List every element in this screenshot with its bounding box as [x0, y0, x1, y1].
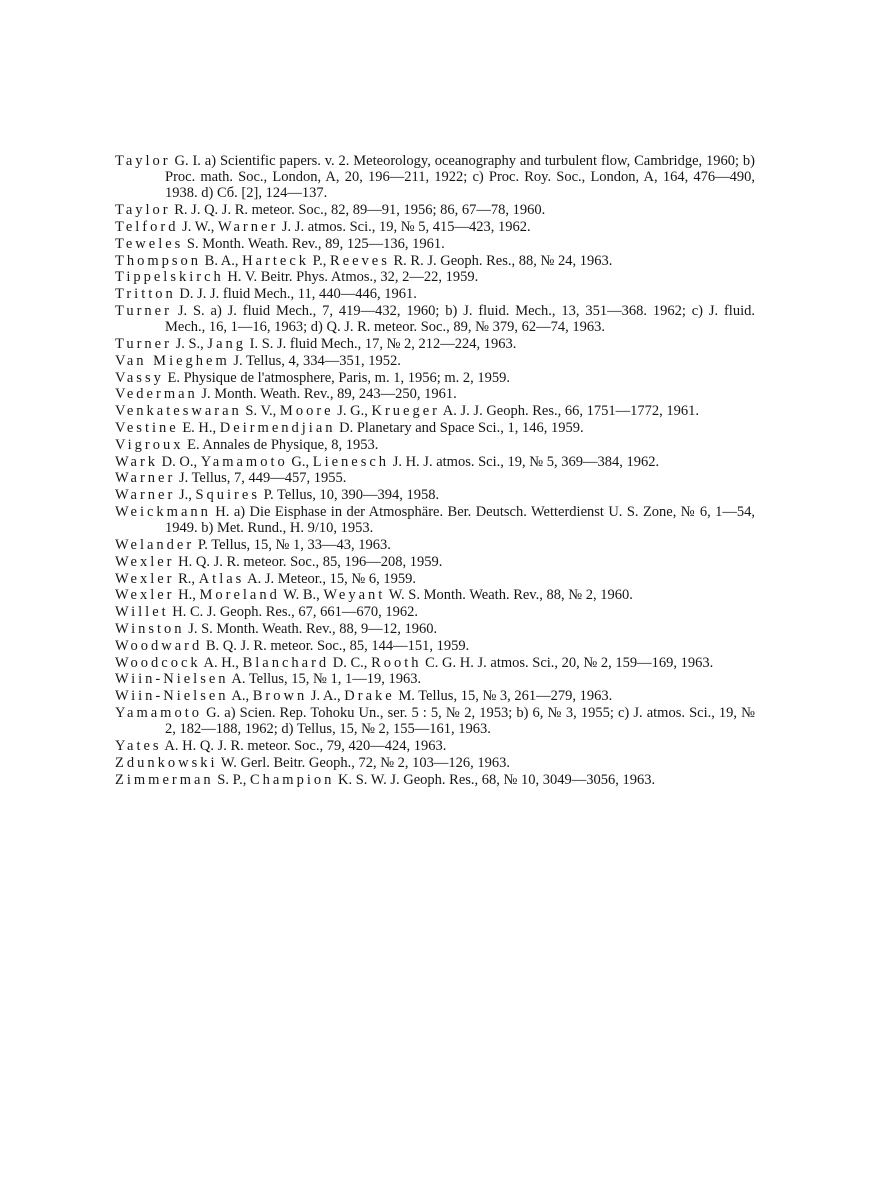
author-name: Jang	[207, 335, 247, 352]
citation-text: J. A.,	[307, 688, 345, 705]
citation-text: A. H. Q. J. R. meteor. Soc., 79, 420—424, 1963.	[161, 737, 447, 754]
citation-text: J. Tellus, 7, 449—457, 1955.	[175, 470, 347, 487]
bibliography-entry	[115, 655, 755, 671]
author-name: Taylor	[115, 202, 171, 219]
bibliography-entry	[115, 705, 755, 737]
author-name: Venkateswaran	[115, 403, 242, 420]
bibliography-entry	[115, 286, 755, 302]
citation-text: J. S.,	[171, 335, 208, 352]
citation-text: P. Tellus, 10, 390—394, 1958.	[259, 487, 440, 504]
author-name: Van Mieghem	[115, 352, 230, 369]
author-name: Krueger	[371, 403, 440, 420]
bibliography-entry	[115, 269, 755, 285]
citation-text: R. R. J. Geoph. Res., 88, № 24, 1963.	[389, 252, 613, 269]
author-name: Zdunkowski	[115, 754, 218, 771]
author-name: Lienesch	[312, 453, 390, 470]
bibliography-entry	[115, 153, 755, 202]
citation-text: J. S. Month. Weath. Rev., 88, 9—12, 1960.	[184, 620, 438, 637]
author-name: Wexler	[115, 553, 175, 570]
bibliography-entry	[115, 772, 755, 788]
bibliography-entry	[115, 236, 755, 252]
bibliography-entry	[115, 671, 755, 687]
author-name: Teweles	[115, 235, 184, 252]
bibliography-entry	[115, 554, 755, 570]
author-name: Yates	[115, 737, 162, 754]
bibliography-entry	[115, 336, 755, 352]
author-name: Vassy	[115, 369, 164, 386]
citation-text: H.,	[174, 587, 200, 604]
citation-text: B. A.,	[201, 252, 243, 269]
bibliography-entry	[115, 755, 755, 771]
author-name: Yamamoto	[200, 453, 288, 470]
citation-text: R.,	[174, 570, 199, 587]
citation-text: J. J. atmos. Sci., 19, № 5, 415—423, 1962.	[278, 219, 531, 235]
bibliography-entry	[115, 638, 755, 654]
citation-text: G. I. a) Scientific papers. v. 2. Meteorology, oceanography and turbulent flow, Cambridge, 1960; b) Proc. math. Soc., London, A, 20, 196—211, 1922; c) Proc. Roy. Soc., London, A, 164, 476—490, 1938. d) Сб. [2], 124—137.	[165, 153, 755, 202]
bibliography-entry	[115, 487, 755, 503]
citation-text: P. Tellus, 15, № 1, 33—43, 1963.	[194, 536, 391, 553]
author-name: Weyant	[323, 587, 386, 604]
citation-text: G. a) Scien. Rep. Tohoku Un., ser. 5 : 5, № 2, 1953; b) 6, № 3, 1955; c) J. atmos. Sci., 19, № 2, 182—188, 1962; d) Tellus, 15, № 2, 155—161, 1963.	[165, 704, 755, 738]
citation-text: E. Physique de l'atmosphere, Paris, m. 1, 1956; m. 2, 1959.	[163, 369, 510, 386]
citation-text: H. a) Die Eisphase in der Atmosphäre. Ber. Deutsch. Wetterdienst U. S. Zone, № 6, 1—54, 1949. b) Met. Rund., H. 9/10, 1953.	[165, 503, 755, 537]
author-name: Warner	[115, 487, 176, 504]
citation-text: W. B.,	[279, 587, 324, 604]
citation-text: E. H.,	[178, 419, 220, 436]
author-name: Welander	[115, 536, 195, 553]
citation-text: S. P.,	[213, 771, 250, 788]
author-name: Wexler	[115, 587, 175, 604]
author-name: Vestine	[115, 419, 179, 436]
bibliography-entry	[115, 571, 755, 587]
citation-text: R. J. Q. J. R. meteor. Soc., 82, 89—91, 1956; 86, 67—78, 1960.	[170, 202, 546, 219]
citation-text: I. S. J. fluid Mech., 17, № 2, 212—224, 1963.	[246, 335, 517, 352]
bibliography-list	[115, 153, 755, 788]
citation-text: W. S. Month. Weath. Rev., 88, № 2, 1960.	[385, 587, 633, 604]
author-name: Rooth	[371, 654, 422, 671]
author-name: Woodward	[115, 637, 203, 654]
citation-text: H. Q. J. R. meteor. Soc., 85, 196—208, 1959.	[174, 553, 443, 570]
author-name: Wark	[115, 453, 159, 470]
citation-text: M. Tellus, 15, № 3, 261—279, 1963.	[394, 688, 613, 705]
author-name: Drake	[344, 688, 395, 705]
bibliography-entry	[115, 303, 755, 335]
citation-text: D. J. J. fluid Mech., 11, 440—446, 1961.	[175, 286, 417, 303]
author-name: Moore	[279, 403, 334, 420]
author-name: Woodcock	[115, 654, 201, 671]
author-name: Weickmann	[115, 503, 211, 520]
citation-text: J. H. J. atmos. Sci., 19, № 5, 369—384, 1962.	[389, 453, 660, 470]
citation-text: B. Q. J. R. meteor. Soc., 85, 144—151, 1959.	[202, 637, 470, 654]
author-name: Wexler	[115, 570, 175, 587]
citation-text: G.,	[287, 453, 313, 470]
citation-text: J. Tellus, 4, 334—351, 1952.	[229, 352, 401, 369]
bibliography-entry	[115, 253, 755, 269]
citation-text: K. S. W. J. Geoph. Res., 68, № 10, 3049—3056, 1963.	[334, 771, 656, 788]
author-name: Champion	[249, 771, 335, 788]
bibliography-entry	[115, 386, 755, 402]
author-name: Atlas	[198, 570, 245, 587]
citation-text: A.,	[228, 688, 253, 705]
citation-text: J. Month. Weath. Rev., 89, 243—250, 1961.	[197, 386, 457, 403]
bibliography-entry	[115, 370, 755, 386]
citation-text: A. J. Meteor., 15, № 6, 1959.	[244, 570, 417, 587]
author-name: Thompson	[115, 252, 202, 269]
author-name: Blanchard	[242, 654, 330, 671]
bibliography-entry	[115, 403, 755, 419]
author-name: Wiin-Nielsen	[115, 688, 229, 705]
bibliography-entry	[115, 420, 755, 436]
citation-text: A. H.,	[200, 654, 243, 671]
author-name: Deirmendjian	[219, 419, 336, 436]
author-name: Vigroux	[115, 436, 184, 453]
citation-text: C. G. H. J. atmos. Sci., 20, № 2, 159—169, 1963.	[421, 654, 714, 671]
author-name: Telford	[115, 219, 179, 235]
bibliography-entry	[115, 504, 755, 536]
bibliography-entry	[115, 604, 755, 620]
citation-text: J.,	[175, 487, 196, 504]
author-name: Squires	[195, 487, 260, 504]
author-name: Warner	[115, 470, 176, 487]
author-name: Harteck	[242, 252, 310, 269]
citation-text: J. G.,	[333, 403, 372, 420]
bibliography-entry	[115, 587, 755, 603]
bibliography-entry	[115, 621, 755, 637]
author-name: Turner	[115, 302, 172, 319]
author-name: Zimmerman	[115, 771, 214, 788]
bibliography-entry	[115, 454, 755, 470]
citation-text: S. V.,	[241, 403, 280, 420]
citation-text: J. S. a) J. fluid Mech., 7, 419—432, 1960; b) J. fluid. Mech., 13, 351—368. 1962; c) J. fluid. Mech., 16, 1—16, 1963; d) Q. J. R. meteor. Soc., 89, № 379, 62—74, 1963.	[165, 302, 755, 336]
bibliography-entry	[115, 537, 755, 553]
citation-text: A. J. J. Geoph. Res., 66, 1751—1772, 1961.	[439, 403, 699, 420]
author-name: Vederman	[115, 386, 198, 403]
author-name: Yamamoto	[115, 704, 202, 721]
citation-text: D. Planetary and Space Sci., 1, 146, 1959.	[335, 419, 584, 436]
citation-text: P.,	[309, 252, 330, 269]
author-name: Tritton	[115, 286, 176, 303]
author-name: Moreland	[199, 587, 280, 604]
bibliography-entry	[115, 688, 755, 704]
citation-text: W. Gerl. Beitr. Geoph., 72, № 2, 103—126, 1963.	[217, 754, 511, 771]
citation-text: E. Annales de Physique, 8, 1953.	[183, 436, 379, 453]
author-name: Wiin-Nielsen	[115, 671, 229, 688]
author-name: Reeves	[329, 252, 390, 269]
citation-text: D. O.,	[158, 453, 201, 470]
citation-text: J. W.,	[178, 219, 218, 235]
citation-text: H. V. Beitr. Phys. Atmos., 32, 2—22, 1959.	[223, 269, 479, 286]
bibliography-entry	[115, 470, 755, 486]
bibliography-entry	[115, 353, 755, 369]
citation-text: A. Tellus, 15, № 1, 1—19, 1963.	[228, 671, 422, 688]
author-name: Turner	[115, 335, 172, 352]
bibliography-entry	[115, 738, 755, 754]
author-name: Winston	[115, 620, 185, 637]
author-name: Tippelskirch	[115, 269, 224, 286]
citation-text: H. C. J. Geoph. Res., 67, 661—670, 1962.	[168, 604, 418, 621]
author-name: Taylor	[115, 153, 171, 169]
author-name: Brown	[252, 688, 308, 705]
bibliography-entry	[115, 437, 755, 453]
citation-text: S. Month. Weath. Rev., 89, 125—136, 1961.	[183, 235, 445, 252]
author-name: Willet	[115, 604, 169, 621]
bibliography-entry	[115, 202, 755, 218]
bibliography-entry	[115, 219, 755, 235]
author-name: Warner	[217, 219, 279, 235]
citation-text: D. C.,	[329, 654, 372, 671]
